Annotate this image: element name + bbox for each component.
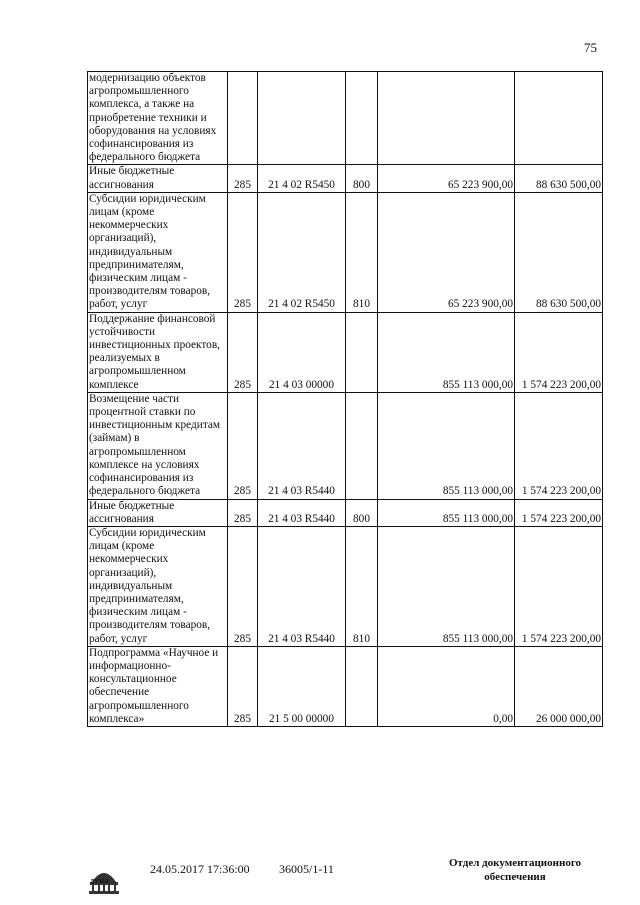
- row-ministry-cell: 285: [228, 312, 258, 392]
- table-row: [88, 499, 603, 526]
- row-sum1-cell: [378, 72, 515, 165]
- table-row: [88, 165, 603, 192]
- row-sum2-cell: 1 574 223 200,00: [515, 499, 603, 526]
- row-ministry-cell: 285: [228, 165, 258, 192]
- footer-doc-number: 36005/1-11: [279, 862, 334, 876]
- row-name-cell: Субсидии юридическим лицам (кроме некоммерческих организаций), индивидуальным предпринимателям, физическим лицам - производителям товаров, работ, услуг: [88, 192, 228, 312]
- row-sum1-cell: 65 223 900,00: [378, 165, 515, 192]
- table-row: [88, 646, 603, 726]
- row-sum1-cell: 65 223 900,00: [378, 192, 515, 312]
- row-ministry-cell: 285: [228, 499, 258, 526]
- row-code-cell: [258, 72, 346, 165]
- row-code-cell: 21 4 03 R5440: [258, 499, 346, 526]
- row-sum1-cell: 855 113 000,00: [378, 392, 515, 499]
- row-sum2-cell: 1 574 223 200,00: [515, 312, 603, 392]
- row-type-cell: 800: [346, 499, 378, 526]
- row-code-cell: 21 4 03 00000: [258, 312, 346, 392]
- row-sum1-cell: 855 113 000,00: [378, 312, 515, 392]
- row-name-cell: модернизацию объектов агропромышленного комплекса, а также на приобретение техники и оборудования на условиях софинансирования из федерального бюджета: [88, 72, 228, 165]
- row-type-cell: [346, 72, 378, 165]
- row-ministry-cell: [228, 72, 258, 165]
- row-sum1-cell: 855 113 000,00: [378, 526, 515, 646]
- table-row: [88, 392, 603, 499]
- footer-department: [440, 856, 590, 884]
- footer-department-line2: обеспечения: [484, 871, 546, 883]
- row-name-cell: Поддержание финансовой устойчивости инвестиционных проектов, реализуемых в агропромышленном комплексе: [88, 312, 228, 392]
- table-row: [88, 72, 603, 165]
- row-ministry-cell: 285: [228, 526, 258, 646]
- page-number: 75: [584, 40, 597, 55]
- row-name-cell: Иные бюджетные ассигнования: [88, 165, 228, 192]
- row-name-cell: Субсидии юридическим лицам (кроме некоммерческих организаций), индивидуальным предпринимателям, физическим лицам - производителям товаров, работ, услуг: [88, 526, 228, 646]
- row-sum2-cell: [515, 72, 603, 165]
- row-ministry-cell: 285: [228, 192, 258, 312]
- row-type-cell: 800: [346, 165, 378, 192]
- row-code-cell: 21 4 02 R5450: [258, 165, 346, 192]
- budget-table: [87, 71, 603, 727]
- row-sum2-cell: 88 630 500,00: [515, 165, 603, 192]
- row-name-cell: Подпрограмма «Научное и информационно-консультационное обеспечение агропромышленного комплекса»: [88, 646, 228, 726]
- row-ministry-cell: 285: [228, 392, 258, 499]
- row-code-cell: 21 5 00 00000: [258, 646, 346, 726]
- row-sum2-cell: 1 574 223 200,00: [515, 526, 603, 646]
- row-type-cell: [346, 312, 378, 392]
- table-row: [88, 192, 603, 312]
- duma-logo-text: ДУМА: [90, 879, 109, 885]
- row-sum2-cell: 26 000 000,00: [515, 646, 603, 726]
- row-sum2-cell: 1 574 223 200,00: [515, 392, 603, 499]
- row-name-cell: Возмещение части процентной ставки по инвестиционным кредитам (займам) в агропромышленном комплексе на условиях софинансирования из федерального бюджета: [88, 392, 228, 499]
- row-type-cell: 810: [346, 192, 378, 312]
- table-row: [88, 312, 603, 392]
- row-code-cell: 21 4 02 R5450: [258, 192, 346, 312]
- row-type-cell: [346, 646, 378, 726]
- row-ministry-cell: 285: [228, 646, 258, 726]
- row-code-cell: 21 4 03 R5440: [258, 526, 346, 646]
- table-row: [88, 526, 603, 646]
- footer-timestamp: 24.05.2017 17:36:00: [150, 862, 250, 876]
- row-sum2-cell: 88 630 500,00: [515, 192, 603, 312]
- row-code-cell: 21 4 03 R5440: [258, 392, 346, 499]
- row-sum1-cell: 855 113 000,00: [378, 499, 515, 526]
- row-sum1-cell: 0,00: [378, 646, 515, 726]
- footer-department-line1: Отдел документационного: [448, 857, 582, 869]
- row-type-cell: [346, 392, 378, 499]
- row-type-cell: 810: [346, 526, 378, 646]
- row-name-cell: Иные бюджетные ассигнования: [88, 499, 228, 526]
